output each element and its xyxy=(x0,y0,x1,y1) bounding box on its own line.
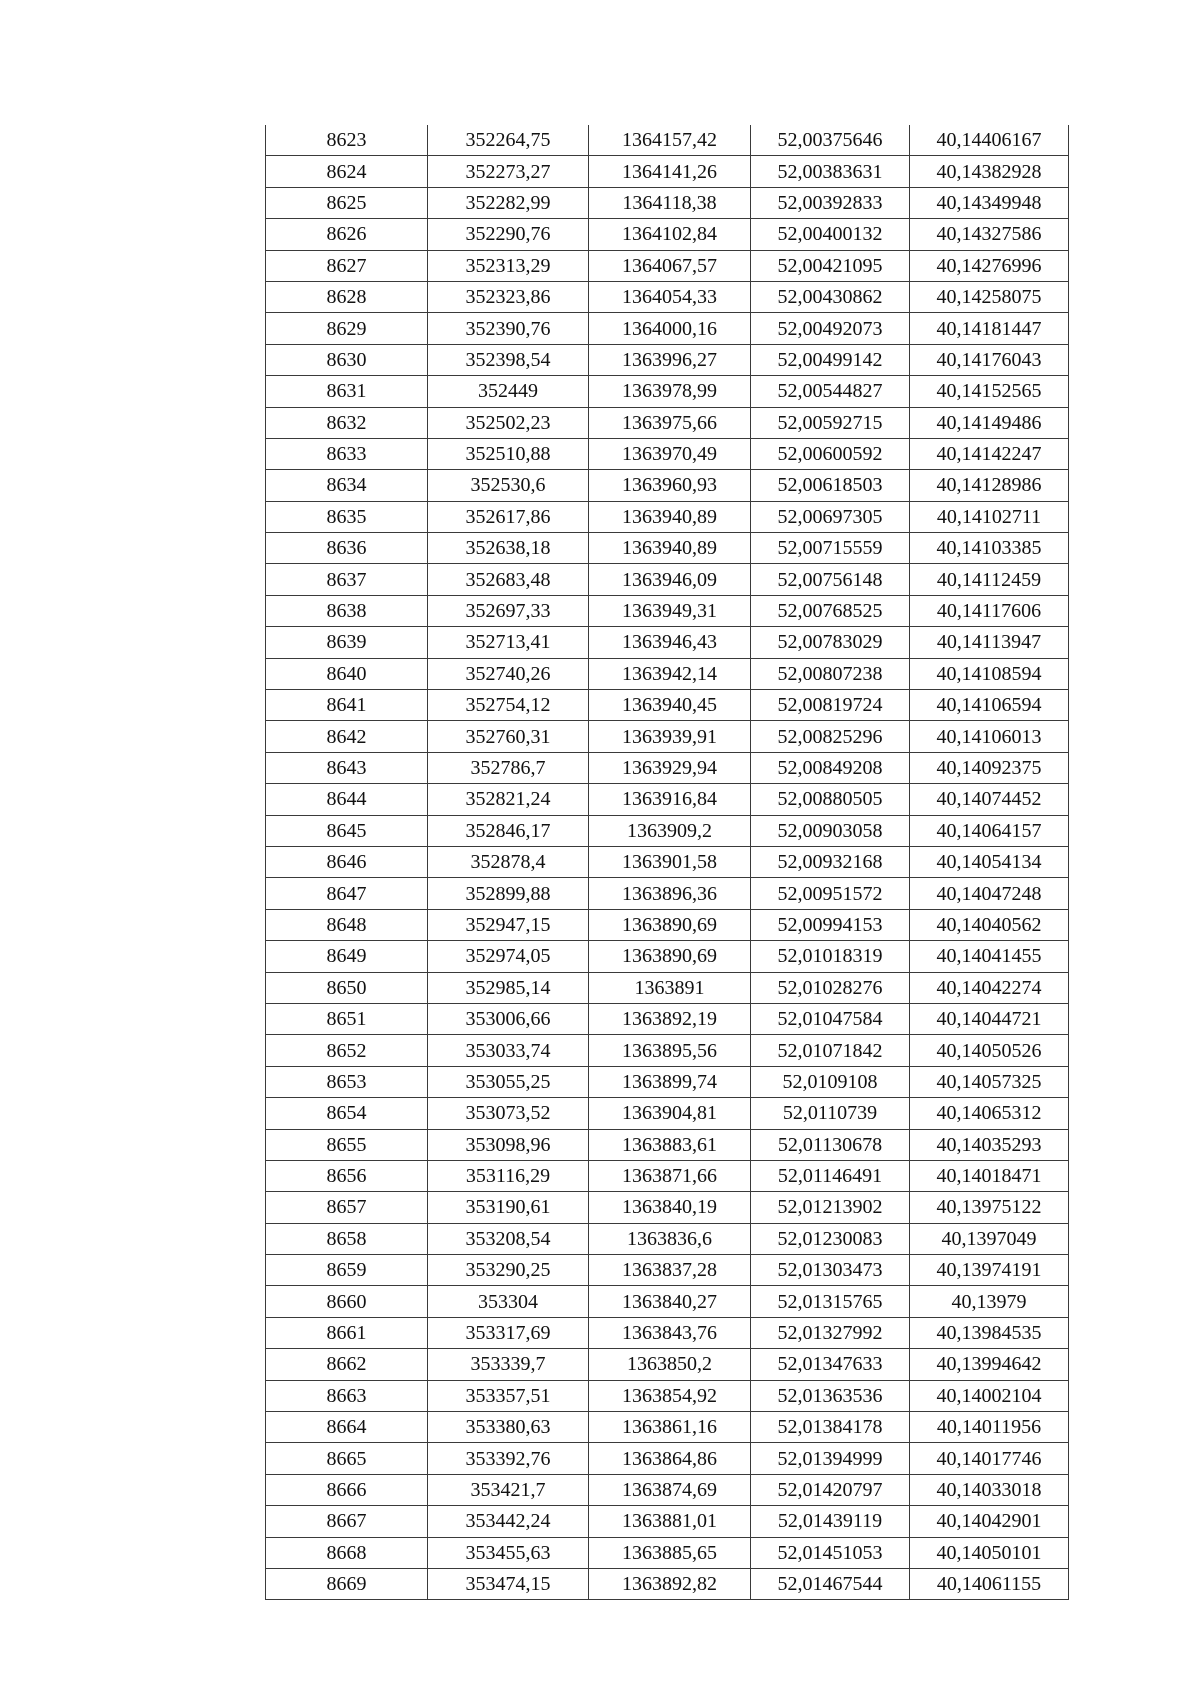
table-cell: 352697,33 xyxy=(428,595,589,626)
table-cell: 352786,7 xyxy=(428,752,589,783)
table-cell: 1363899,74 xyxy=(589,1066,751,1097)
table-cell: 353339,7 xyxy=(428,1349,589,1380)
table-cell: 52,01347633 xyxy=(751,1349,910,1380)
table-cell: 52,00825296 xyxy=(751,721,910,752)
table-cell: 352282,99 xyxy=(428,187,589,218)
table-cell: 8647 xyxy=(266,878,428,909)
table-cell: 52,00600592 xyxy=(751,438,910,469)
table-cell: 40,14041455 xyxy=(910,941,1069,972)
table-row xyxy=(266,878,1069,909)
table-cell: 52,01213902 xyxy=(751,1192,910,1223)
table-row xyxy=(266,219,1069,250)
table-cell: 352530,6 xyxy=(428,470,589,501)
table-cell: 52,01230083 xyxy=(751,1223,910,1254)
table-cell: 352290,76 xyxy=(428,219,589,250)
table-cell: 352878,4 xyxy=(428,846,589,877)
table-cell: 1363892,19 xyxy=(589,1003,751,1034)
table-cell: 40,13994642 xyxy=(910,1349,1069,1380)
table-cell: 1363896,36 xyxy=(589,878,751,909)
table-cell: 352323,86 xyxy=(428,281,589,312)
table-row xyxy=(266,156,1069,187)
table-cell: 1363837,28 xyxy=(589,1255,751,1286)
table-cell: 40,13979 xyxy=(910,1286,1069,1317)
table-cell: 352273,27 xyxy=(428,156,589,187)
table-cell: 352638,18 xyxy=(428,533,589,564)
table-cell: 352821,24 xyxy=(428,784,589,815)
table-row xyxy=(266,1443,1069,1474)
table-cell: 52,00375646 xyxy=(751,125,910,156)
table-cell: 1363890,69 xyxy=(589,909,751,940)
table-row xyxy=(266,1412,1069,1443)
table-cell: 1363960,93 xyxy=(589,470,751,501)
table-cell: 8657 xyxy=(266,1192,428,1223)
table-cell: 352502,23 xyxy=(428,407,589,438)
table-cell: 353392,76 xyxy=(428,1443,589,1474)
table-row xyxy=(266,627,1069,658)
table-row xyxy=(266,1255,1069,1286)
table-cell: 40,14074452 xyxy=(910,784,1069,815)
table-cell: 8639 xyxy=(266,627,428,658)
table-cell: 1363946,09 xyxy=(589,564,751,595)
table-row xyxy=(266,941,1069,972)
table-cell: 8668 xyxy=(266,1537,428,1568)
table-row xyxy=(266,815,1069,846)
table-cell: 52,01071842 xyxy=(751,1035,910,1066)
table-cell: 353455,63 xyxy=(428,1537,589,1568)
table-cell: 52,00715559 xyxy=(751,533,910,564)
table-cell: 40,14382928 xyxy=(910,156,1069,187)
table-cell: 40,14258075 xyxy=(910,281,1069,312)
table-cell: 1363970,49 xyxy=(589,438,751,469)
table-cell: 8651 xyxy=(266,1003,428,1034)
table-cell: 40,14327586 xyxy=(910,219,1069,250)
table-cell: 40,14142247 xyxy=(910,438,1069,469)
table-cell: 353421,7 xyxy=(428,1474,589,1505)
table-row xyxy=(266,1003,1069,1034)
table-cell: 52,00807238 xyxy=(751,658,910,689)
table-cell: 40,14128986 xyxy=(910,470,1069,501)
table-cell: 40,14050101 xyxy=(910,1537,1069,1568)
table-cell: 40,14117606 xyxy=(910,595,1069,626)
table-cell: 8643 xyxy=(266,752,428,783)
table-row xyxy=(266,1129,1069,1160)
table-row xyxy=(266,250,1069,281)
table-cell: 52,01315765 xyxy=(751,1286,910,1317)
table-cell: 52,01130678 xyxy=(751,1129,910,1160)
table-cell: 52,01394999 xyxy=(751,1443,910,1474)
table-cell: 52,00783029 xyxy=(751,627,910,658)
table-cell: 8662 xyxy=(266,1349,428,1380)
table-cell: 52,01363536 xyxy=(751,1380,910,1411)
table-cell: 40,14152565 xyxy=(910,376,1069,407)
table-cell: 352683,48 xyxy=(428,564,589,595)
coordinates-table xyxy=(265,125,1069,1600)
table-cell: 8648 xyxy=(266,909,428,940)
table-cell: 353190,61 xyxy=(428,1192,589,1223)
table-cell: 40,14047248 xyxy=(910,878,1069,909)
table-cell: 40,14181447 xyxy=(910,313,1069,344)
table-cell: 8635 xyxy=(266,501,428,532)
table-cell: 8654 xyxy=(266,1098,428,1129)
table-cell: 8631 xyxy=(266,376,428,407)
table-cell: 8626 xyxy=(266,219,428,250)
table-cell: 8644 xyxy=(266,784,428,815)
table-row xyxy=(266,1223,1069,1254)
table-cell: 40,14103385 xyxy=(910,533,1069,564)
table-cell: 353098,96 xyxy=(428,1129,589,1160)
table-cell: 52,00499142 xyxy=(751,344,910,375)
coordinates-table-body xyxy=(266,125,1069,1600)
table-cell: 1363891 xyxy=(589,972,751,1003)
table-cell: 352449 xyxy=(428,376,589,407)
table-cell: 8628 xyxy=(266,281,428,312)
table-cell: 1363940,89 xyxy=(589,533,751,564)
table-row xyxy=(266,533,1069,564)
coordinates-table-container xyxy=(265,125,1069,1600)
table-cell: 52,00932168 xyxy=(751,846,910,877)
table-cell: 353380,63 xyxy=(428,1412,589,1443)
table-cell: 8633 xyxy=(266,438,428,469)
table-cell: 352617,86 xyxy=(428,501,589,532)
table-cell: 40,14044721 xyxy=(910,1003,1069,1034)
table-cell: 8649 xyxy=(266,941,428,972)
table-cell: 8636 xyxy=(266,533,428,564)
table-cell: 52,00994153 xyxy=(751,909,910,940)
table-cell: 40,14113947 xyxy=(910,627,1069,658)
table-row xyxy=(266,752,1069,783)
table-cell: 40,14108594 xyxy=(910,658,1069,689)
table-cell: 353006,66 xyxy=(428,1003,589,1034)
table-cell: 52,01018319 xyxy=(751,941,910,972)
table-cell: 352947,15 xyxy=(428,909,589,940)
table-cell: 1363850,2 xyxy=(589,1349,751,1380)
table-cell: 1363901,58 xyxy=(589,846,751,877)
table-cell: 8665 xyxy=(266,1443,428,1474)
table-cell: 52,0110739 xyxy=(751,1098,910,1129)
table-cell: 8638 xyxy=(266,595,428,626)
table-cell: 40,14054134 xyxy=(910,846,1069,877)
table-cell: 1364118,38 xyxy=(589,187,751,218)
table-cell: 40,14057325 xyxy=(910,1066,1069,1097)
table-cell: 52,00697305 xyxy=(751,501,910,532)
table-cell: 40,14042274 xyxy=(910,972,1069,1003)
table-cell: 40,14349948 xyxy=(910,187,1069,218)
table-row xyxy=(266,1349,1069,1380)
table-cell: 353357,51 xyxy=(428,1380,589,1411)
table-cell: 8660 xyxy=(266,1286,428,1317)
table-row xyxy=(266,470,1069,501)
table-cell: 52,00400132 xyxy=(751,219,910,250)
table-cell: 352313,29 xyxy=(428,250,589,281)
table-cell: 8655 xyxy=(266,1129,428,1160)
table-cell: 40,14011956 xyxy=(910,1412,1069,1443)
table-cell: 40,13975122 xyxy=(910,1192,1069,1223)
table-cell: 1363881,01 xyxy=(589,1506,751,1537)
table-cell: 8627 xyxy=(266,250,428,281)
table-cell: 352713,41 xyxy=(428,627,589,658)
table-row xyxy=(266,344,1069,375)
table-row xyxy=(266,407,1069,438)
table-cell: 52,00492073 xyxy=(751,313,910,344)
table-cell: 1363840,27 xyxy=(589,1286,751,1317)
table-cell: 52,01303473 xyxy=(751,1255,910,1286)
table-cell: 40,14040562 xyxy=(910,909,1069,940)
table-cell: 8666 xyxy=(266,1474,428,1505)
table-row xyxy=(266,501,1069,532)
table-row xyxy=(266,438,1069,469)
table-cell: 40,14406167 xyxy=(910,125,1069,156)
table-cell: 352740,26 xyxy=(428,658,589,689)
table-cell: 52,00392833 xyxy=(751,187,910,218)
table-row xyxy=(266,1066,1069,1097)
table-cell: 8624 xyxy=(266,156,428,187)
table-cell: 8646 xyxy=(266,846,428,877)
table-cell: 52,00880505 xyxy=(751,784,910,815)
table-cell: 1364157,42 xyxy=(589,125,751,156)
table-cell: 352899,88 xyxy=(428,878,589,909)
table-row xyxy=(266,1286,1069,1317)
table-cell: 1363885,65 xyxy=(589,1537,751,1568)
table-cell: 40,14176043 xyxy=(910,344,1069,375)
table-cell: 8663 xyxy=(266,1380,428,1411)
table-cell: 8667 xyxy=(266,1506,428,1537)
table-cell: 40,14106594 xyxy=(910,690,1069,721)
table-cell: 353208,54 xyxy=(428,1223,589,1254)
table-cell: 1363939,91 xyxy=(589,721,751,752)
table-cell: 52,00544827 xyxy=(751,376,910,407)
table-row xyxy=(266,376,1069,407)
table-cell: 8664 xyxy=(266,1412,428,1443)
table-cell: 8637 xyxy=(266,564,428,595)
table-row xyxy=(266,1474,1069,1505)
table-cell: 40,14035293 xyxy=(910,1129,1069,1160)
table-cell: 8661 xyxy=(266,1317,428,1348)
table-cell: 8630 xyxy=(266,344,428,375)
table-cell: 52,01451053 xyxy=(751,1537,910,1568)
table-row xyxy=(266,1192,1069,1223)
table-row xyxy=(266,1317,1069,1348)
table-cell: 1363978,99 xyxy=(589,376,751,407)
table-cell: 1363929,94 xyxy=(589,752,751,783)
table-cell: 353033,74 xyxy=(428,1035,589,1066)
table-cell: 40,14092375 xyxy=(910,752,1069,783)
table-cell: 1363946,43 xyxy=(589,627,751,658)
table-row xyxy=(266,564,1069,595)
table-cell: 52,00819724 xyxy=(751,690,910,721)
table-row xyxy=(266,690,1069,721)
table-cell: 52,00383631 xyxy=(751,156,910,187)
table-cell: 1364054,33 xyxy=(589,281,751,312)
table-cell: 1364141,26 xyxy=(589,156,751,187)
table-cell: 1363874,69 xyxy=(589,1474,751,1505)
table-cell: 352974,05 xyxy=(428,941,589,972)
table-cell: 40,14276996 xyxy=(910,250,1069,281)
table-cell: 1363940,89 xyxy=(589,501,751,532)
table-row xyxy=(266,281,1069,312)
table-cell: 1363843,76 xyxy=(589,1317,751,1348)
table-cell: 52,01467544 xyxy=(751,1568,910,1599)
table-cell: 40,14042901 xyxy=(910,1506,1069,1537)
table-cell: 1364000,16 xyxy=(589,313,751,344)
table-cell: 353474,15 xyxy=(428,1568,589,1599)
table-cell: 8634 xyxy=(266,470,428,501)
table-cell: 1363871,66 xyxy=(589,1160,751,1191)
table-cell: 52,00903058 xyxy=(751,815,910,846)
table-cell: 8632 xyxy=(266,407,428,438)
table-cell: 352398,54 xyxy=(428,344,589,375)
table-cell: 352264,75 xyxy=(428,125,589,156)
table-cell: 8650 xyxy=(266,972,428,1003)
table-cell: 1363940,45 xyxy=(589,690,751,721)
table-cell: 352390,76 xyxy=(428,313,589,344)
table-cell: 1363942,14 xyxy=(589,658,751,689)
table-row xyxy=(266,1537,1069,1568)
table-row xyxy=(266,313,1069,344)
table-cell: 52,0109108 xyxy=(751,1066,910,1097)
table-row xyxy=(266,1160,1069,1191)
table-cell: 353317,69 xyxy=(428,1317,589,1348)
table-cell: 353116,29 xyxy=(428,1160,589,1191)
table-cell: 8625 xyxy=(266,187,428,218)
table-cell: 1364067,57 xyxy=(589,250,751,281)
table-cell: 353304 xyxy=(428,1286,589,1317)
table-cell: 40,14033018 xyxy=(910,1474,1069,1505)
table-row xyxy=(266,846,1069,877)
table-cell: 8652 xyxy=(266,1035,428,1066)
table-cell: 52,00951572 xyxy=(751,878,910,909)
table-cell: 1363861,16 xyxy=(589,1412,751,1443)
table-cell: 40,14061155 xyxy=(910,1568,1069,1599)
table-cell: 353055,25 xyxy=(428,1066,589,1097)
table-cell: 352760,31 xyxy=(428,721,589,752)
table-cell: 1363892,82 xyxy=(589,1568,751,1599)
table-row xyxy=(266,909,1069,940)
table-row xyxy=(266,187,1069,218)
table-cell: 52,00430862 xyxy=(751,281,910,312)
table-cell: 52,01420797 xyxy=(751,1474,910,1505)
table-cell: 1363895,56 xyxy=(589,1035,751,1066)
table-cell: 8640 xyxy=(266,658,428,689)
table-cell: 1363916,84 xyxy=(589,784,751,815)
table-row xyxy=(266,125,1069,156)
table-cell: 1363904,81 xyxy=(589,1098,751,1129)
table-cell: 1363854,92 xyxy=(589,1380,751,1411)
table-cell: 52,00592715 xyxy=(751,407,910,438)
table-cell: 8623 xyxy=(266,125,428,156)
table-row xyxy=(266,972,1069,1003)
table-row xyxy=(266,784,1069,815)
table-row xyxy=(266,1035,1069,1066)
table-cell: 1363840,19 xyxy=(589,1192,751,1223)
table-row xyxy=(266,721,1069,752)
table-cell: 1363975,66 xyxy=(589,407,751,438)
table-cell: 40,13984535 xyxy=(910,1317,1069,1348)
table-cell: 1363996,27 xyxy=(589,344,751,375)
table-cell: 40,14017746 xyxy=(910,1443,1069,1474)
table-cell: 40,14102711 xyxy=(910,501,1069,532)
table-cell: 1364102,84 xyxy=(589,219,751,250)
table-cell: 40,14002104 xyxy=(910,1380,1069,1411)
table-cell: 8629 xyxy=(266,313,428,344)
table-cell: 352754,12 xyxy=(428,690,589,721)
table-cell: 52,01384178 xyxy=(751,1412,910,1443)
table-cell: 8656 xyxy=(266,1160,428,1191)
table-cell: 1363836,6 xyxy=(589,1223,751,1254)
table-cell: 352985,14 xyxy=(428,972,589,1003)
table-cell: 40,14106013 xyxy=(910,721,1069,752)
table-cell: 8653 xyxy=(266,1066,428,1097)
table-cell: 40,14149486 xyxy=(910,407,1069,438)
table-cell: 1363890,69 xyxy=(589,941,751,972)
table-row xyxy=(266,1380,1069,1411)
table-cell: 352510,88 xyxy=(428,438,589,469)
table-cell: 1363883,61 xyxy=(589,1129,751,1160)
table-cell: 1363864,86 xyxy=(589,1443,751,1474)
table-cell: 40,14064157 xyxy=(910,815,1069,846)
table-cell: 52,00756148 xyxy=(751,564,910,595)
table-cell: 8669 xyxy=(266,1568,428,1599)
table-cell: 40,14112459 xyxy=(910,564,1069,595)
table-cell: 8658 xyxy=(266,1223,428,1254)
table-row xyxy=(266,1506,1069,1537)
table-cell: 40,13974191 xyxy=(910,1255,1069,1286)
table-cell: 52,00618503 xyxy=(751,470,910,501)
table-cell: 52,01439119 xyxy=(751,1506,910,1537)
table-row xyxy=(266,1568,1069,1599)
table-cell: 40,14018471 xyxy=(910,1160,1069,1191)
table-cell: 352846,17 xyxy=(428,815,589,846)
table-cell: 353290,25 xyxy=(428,1255,589,1286)
table-row xyxy=(266,595,1069,626)
table-cell: 52,01327992 xyxy=(751,1317,910,1348)
table-cell: 52,00768525 xyxy=(751,595,910,626)
table-cell: 52,00849208 xyxy=(751,752,910,783)
table-cell: 40,14050526 xyxy=(910,1035,1069,1066)
table-row xyxy=(266,1098,1069,1129)
table-cell: 1363909,2 xyxy=(589,815,751,846)
table-cell: 40,1397049 xyxy=(910,1223,1069,1254)
table-cell: 8659 xyxy=(266,1255,428,1286)
table-cell: 52,01047584 xyxy=(751,1003,910,1034)
table-cell: 40,14065312 xyxy=(910,1098,1069,1129)
table-row xyxy=(266,658,1069,689)
table-cell: 52,01028276 xyxy=(751,972,910,1003)
table-cell: 353073,52 xyxy=(428,1098,589,1129)
table-cell: 52,01146491 xyxy=(751,1160,910,1191)
table-cell: 8641 xyxy=(266,690,428,721)
table-cell: 8642 xyxy=(266,721,428,752)
table-cell: 52,00421095 xyxy=(751,250,910,281)
table-cell: 8645 xyxy=(266,815,428,846)
table-cell: 353442,24 xyxy=(428,1506,589,1537)
table-cell: 1363949,31 xyxy=(589,595,751,626)
